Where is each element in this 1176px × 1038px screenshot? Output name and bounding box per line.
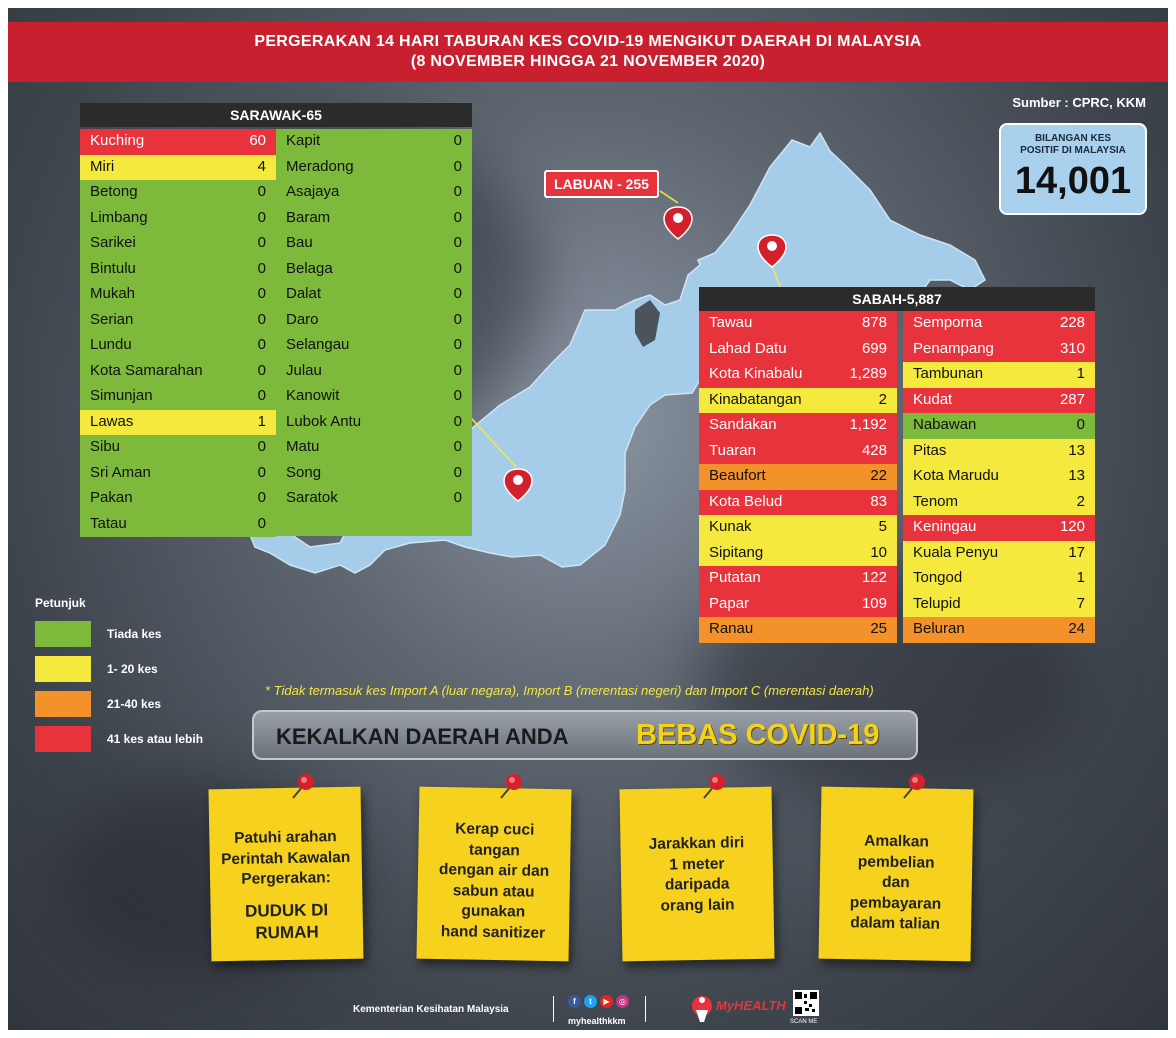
legend-swatch	[35, 621, 91, 647]
case-count: 2	[1076, 492, 1085, 510]
district-name: Papar	[709, 594, 750, 612]
table-row	[80, 461, 276, 487]
table-row	[80, 384, 276, 410]
facebook-icon[interactable]: f	[568, 995, 581, 1008]
note-line: RUMAH	[255, 921, 319, 943]
note-line: sabun atau	[452, 881, 535, 901]
case-count: 0	[453, 387, 462, 404]
divider	[553, 996, 554, 1022]
case-count: 1	[1076, 569, 1085, 586]
district-name: Bau	[286, 234, 313, 251]
table-row	[80, 129, 276, 155]
table-row	[903, 592, 1095, 618]
case-count: 24	[1068, 620, 1085, 637]
district-name: Asajaya	[286, 183, 340, 200]
district-name: Kinabatangan	[709, 390, 802, 408]
table-row	[276, 333, 472, 359]
table-row	[903, 617, 1095, 643]
case-count: 2	[878, 390, 887, 408]
district-name: Kunak	[709, 518, 752, 535]
case-count: 25	[870, 620, 887, 637]
table-row	[699, 362, 897, 388]
note-line: gunakan	[461, 902, 526, 921]
case-count: 310	[1059, 339, 1085, 357]
table-row	[276, 282, 472, 308]
total-cases-box	[999, 123, 1147, 215]
sticky-note-stay-home	[209, 787, 364, 962]
case-count: 878	[861, 314, 887, 331]
case-count: 122	[861, 569, 887, 586]
table-row	[80, 410, 276, 436]
table-row	[276, 384, 472, 410]
table-row	[276, 206, 472, 232]
district-name: Serian	[90, 310, 134, 328]
district-name: Pakan	[90, 489, 133, 506]
youtube-icon[interactable]: ▶	[600, 995, 613, 1008]
district-name: Beluran	[913, 620, 965, 637]
district-name: Selangau	[286, 336, 350, 353]
note-line: orang lain	[660, 895, 735, 915]
case-count: 0	[257, 234, 266, 251]
case-count: 0	[453, 132, 462, 149]
district-name: Sibu	[90, 438, 121, 455]
note-line: dan	[881, 873, 910, 892]
table-row	[276, 231, 472, 257]
slogan-part1: KEKALKAN DAERAH ANDA	[276, 724, 569, 749]
district-name: Ranau	[709, 620, 754, 637]
district-name: Baram	[286, 208, 331, 226]
case-count: 120	[1059, 518, 1085, 535]
table-row	[699, 464, 897, 490]
table-row	[276, 410, 472, 436]
case-count: 0	[257, 361, 266, 379]
case-count: 0	[257, 208, 266, 226]
table-row	[903, 515, 1095, 541]
district-name: Kota Kinabalu	[709, 365, 803, 382]
case-count: 0	[257, 259, 266, 277]
case-count: 0	[453, 489, 462, 506]
table-row	[80, 180, 276, 206]
table-row	[80, 486, 276, 512]
case-count: 0	[453, 183, 462, 200]
note-line: pembayaran	[849, 893, 942, 913]
table-row	[903, 464, 1095, 490]
slogan-banner	[252, 710, 918, 760]
district-name: Tawau	[709, 314, 753, 331]
table-row	[699, 592, 897, 618]
case-count: 0	[453, 234, 462, 251]
legend-title: Petunjuk	[35, 596, 86, 610]
case-count: 228	[1059, 314, 1085, 331]
note-line: dalam talian	[850, 914, 941, 933]
case-count: 13	[1068, 441, 1085, 459]
district-name: Beaufort	[709, 467, 766, 484]
case-count: 0	[257, 310, 266, 328]
pushpin-icon	[495, 772, 525, 802]
case-count: 0	[257, 463, 266, 481]
legend-label: 21-40 kes	[107, 697, 162, 711]
district-name: Sipitang	[709, 543, 764, 561]
table-row	[276, 180, 472, 206]
district-name: Kuching	[90, 132, 145, 149]
note-line: Perintah Kawalan	[220, 848, 351, 868]
ministry-name: Kementerian Kesihatan Malaysia	[353, 1004, 509, 1015]
case-count: 0	[453, 208, 462, 226]
case-count: 0	[453, 285, 462, 302]
table-row	[276, 435, 472, 461]
sarawak-title: SARAWAK-65	[80, 103, 472, 127]
district-name: Dalat	[286, 285, 322, 302]
note-line: Amalkan	[864, 832, 930, 851]
sarawak-column-2	[276, 129, 472, 512]
legend-swatch	[35, 726, 91, 752]
district-name: Kudat	[913, 390, 953, 408]
table-row	[80, 231, 276, 257]
district-name: Belaga	[286, 259, 333, 277]
sabah-title: SABAH-5,887	[699, 287, 1095, 311]
district-name: Song	[286, 463, 322, 481]
table-row	[699, 388, 897, 414]
table-row	[276, 257, 472, 283]
district-name: Kota Samarahan	[90, 361, 203, 379]
title-line1: PERGERAKAN 14 HARI TABURAN KES COVID-19 MENGIKUT DAERAH DI MALAYSIA	[254, 33, 922, 50]
footnote: * Tidak termasuk kes Import A (luar negara), Import B (merentasi negeri) dan Import C (merentasi daerah)	[265, 683, 874, 698]
case-count: 0	[257, 387, 266, 404]
district-name: Matu	[286, 438, 320, 455]
sticky-note-online-payment	[819, 787, 974, 962]
district-name: Telupid	[913, 594, 961, 612]
case-count: 7	[1076, 594, 1085, 612]
note-line: dengan air dan	[438, 861, 550, 880]
case-count: 428	[861, 441, 887, 459]
table-row	[80, 359, 276, 385]
myhealth-logo-text: MyHEALTH	[716, 998, 786, 1013]
case-count: 22	[870, 467, 887, 484]
case-count: 0	[257, 489, 266, 506]
table-row	[80, 435, 276, 461]
case-count: 0	[453, 310, 462, 328]
district-name: Pitas	[913, 441, 947, 459]
case-count: 5	[878, 518, 887, 535]
district-name: Lubok Antu	[286, 412, 362, 430]
table-row	[903, 439, 1095, 465]
case-count: 0	[257, 514, 266, 532]
pushpin-icon	[898, 772, 928, 802]
district-name: Mukah	[90, 285, 136, 302]
table-row	[276, 129, 472, 155]
note-line: tangan	[468, 841, 520, 859]
district-name: Putatan	[709, 569, 761, 586]
note-line: Patuhi arahan	[233, 828, 337, 847]
note-line: daripada	[664, 875, 730, 894]
district-name: Julau	[286, 361, 322, 379]
district-name: Lundu	[90, 336, 132, 353]
sarawak-table	[80, 103, 472, 536]
district-name: Lawas	[90, 412, 134, 430]
qr-code[interactable]	[793, 990, 819, 1016]
case-count: 0	[453, 438, 462, 455]
legend-swatch	[35, 656, 91, 682]
case-count: 0	[257, 438, 266, 455]
case-count: 0	[257, 183, 266, 200]
table-row	[903, 490, 1095, 516]
divider	[645, 996, 646, 1022]
sarawak-column-1	[80, 129, 276, 537]
table-row	[699, 413, 897, 439]
labuan-label: LABUAN - 255	[544, 170, 659, 198]
case-count: 1	[257, 412, 266, 430]
district-name: Kota Marudu	[913, 467, 999, 484]
table-row	[903, 311, 1095, 337]
district-name: Bintulu	[90, 259, 136, 277]
source-label: Sumber : CPRC, KKM	[1012, 95, 1146, 110]
table-row	[80, 155, 276, 181]
case-count: 109	[861, 594, 887, 612]
scan-me-label: SCAN ME	[790, 1019, 818, 1025]
case-count: 287	[1059, 390, 1085, 408]
district-name: Keningau	[913, 518, 977, 535]
table-row	[903, 566, 1095, 592]
myhealth-logo	[690, 990, 786, 1030]
case-count: 1,192	[849, 416, 887, 433]
note-line: 1 meter	[669, 855, 725, 873]
district-name: Sandakan	[709, 416, 777, 433]
district-name: Penampang	[913, 339, 994, 357]
district-name: Nabawan	[913, 416, 977, 433]
instagram-icon[interactable]: ◎	[616, 995, 629, 1008]
district-name: Saratok	[286, 489, 338, 506]
note-line: DUDUK DI	[244, 899, 329, 921]
social-handle: myhealthkkm	[568, 1016, 626, 1026]
table-row	[699, 490, 897, 516]
district-name: Lahad Datu	[709, 339, 787, 357]
case-count: 0	[453, 361, 462, 379]
pushpin-icon	[698, 772, 728, 802]
case-count: 83	[870, 492, 887, 510]
case-count: 0	[453, 412, 462, 430]
table-row	[699, 515, 897, 541]
total-cases-value: 14,001	[1014, 160, 1132, 202]
table-row	[903, 388, 1095, 414]
slogan-part2: BEBAS COVID-19	[636, 719, 880, 751]
table-filler	[276, 511, 472, 536]
district-name: Tambunan	[913, 365, 984, 382]
case-count: 0	[257, 285, 266, 302]
sabah-table	[699, 287, 1095, 644]
case-count: 0	[453, 463, 462, 481]
district-name: Kuala Penyu	[913, 543, 999, 561]
case-count: 4	[257, 157, 266, 175]
district-name: Miri	[90, 157, 115, 175]
twitter-icon[interactable]: t	[584, 995, 597, 1008]
district-name: Tenom	[913, 492, 959, 510]
case-count: 0	[453, 259, 462, 277]
table-row	[80, 308, 276, 334]
district-name: Meradong	[286, 157, 354, 175]
page-title	[8, 22, 1168, 82]
district-name: Sri Aman	[90, 463, 151, 481]
case-count: 0	[453, 157, 462, 175]
note-line: pembelian	[857, 852, 935, 872]
table-row	[903, 541, 1095, 567]
district-name: Tatau	[90, 514, 127, 532]
district-name: Semporna	[913, 314, 983, 331]
district-name: Tongod	[913, 569, 963, 586]
table-row	[80, 257, 276, 283]
legend-swatch	[35, 691, 91, 717]
district-name: Kota Belud	[709, 492, 783, 510]
table-row	[699, 617, 897, 643]
district-name: Daro	[286, 310, 319, 328]
table-row	[903, 337, 1095, 363]
legend-label: 1- 20 kes	[107, 662, 158, 676]
case-count: 0	[453, 336, 462, 353]
district-name: Kanowit	[286, 387, 340, 404]
table-row	[80, 282, 276, 308]
sticky-note-wash-hands	[417, 787, 572, 962]
table-row	[80, 206, 276, 232]
case-count: 60	[249, 132, 266, 149]
title-line2: (8 NOVEMBER HINGGA 21 NOVEMBER 2020)	[410, 53, 766, 70]
table-row	[276, 486, 472, 512]
table-row	[699, 541, 897, 567]
table-row	[80, 333, 276, 359]
note-line: Kerap cuci	[454, 820, 535, 839]
sabah-column-1	[699, 311, 897, 643]
case-count: 1,289	[849, 365, 887, 382]
district-name: Betong	[90, 183, 138, 200]
sabah-column-2	[903, 311, 1095, 643]
case-count: 17	[1068, 543, 1085, 561]
district-name: Simunjan	[90, 387, 153, 404]
table-row	[699, 566, 897, 592]
district-name: Limbang	[90, 208, 148, 226]
note-line: hand sanitizer	[440, 922, 546, 942]
table-row	[276, 308, 472, 334]
case-count: 1	[1076, 365, 1085, 382]
total-cases-label: BILANGAN KES POSITIF DI MALAYSIA	[1020, 133, 1126, 156]
table-row	[80, 512, 276, 538]
legend-label: Tiada kes	[107, 627, 162, 641]
table-row	[699, 439, 897, 465]
district-name: Kapit	[286, 132, 321, 149]
legend-label: 41 kes atau lebih	[107, 732, 204, 746]
labuan-leader-line	[660, 191, 678, 203]
pushpin-icon	[287, 772, 317, 802]
case-count: 10	[870, 543, 887, 561]
case-count: 699	[861, 339, 887, 357]
district-name: Sarikei	[90, 234, 136, 251]
table-row	[903, 413, 1095, 439]
table-row	[699, 311, 897, 337]
table-row	[699, 337, 897, 363]
case-count: 13	[1068, 467, 1085, 484]
note-line: Pergerakan:	[241, 869, 332, 888]
location-pin-icon	[664, 207, 692, 239]
table-row	[276, 155, 472, 181]
sticky-note-distance	[620, 787, 775, 962]
table-row	[276, 359, 472, 385]
note-line: Jarakkan diri	[648, 834, 745, 853]
table-row	[903, 362, 1095, 388]
table-row	[276, 461, 472, 487]
case-count: 0	[1076, 416, 1085, 433]
case-count: 0	[257, 336, 266, 353]
district-name: Tuaran	[709, 441, 756, 459]
